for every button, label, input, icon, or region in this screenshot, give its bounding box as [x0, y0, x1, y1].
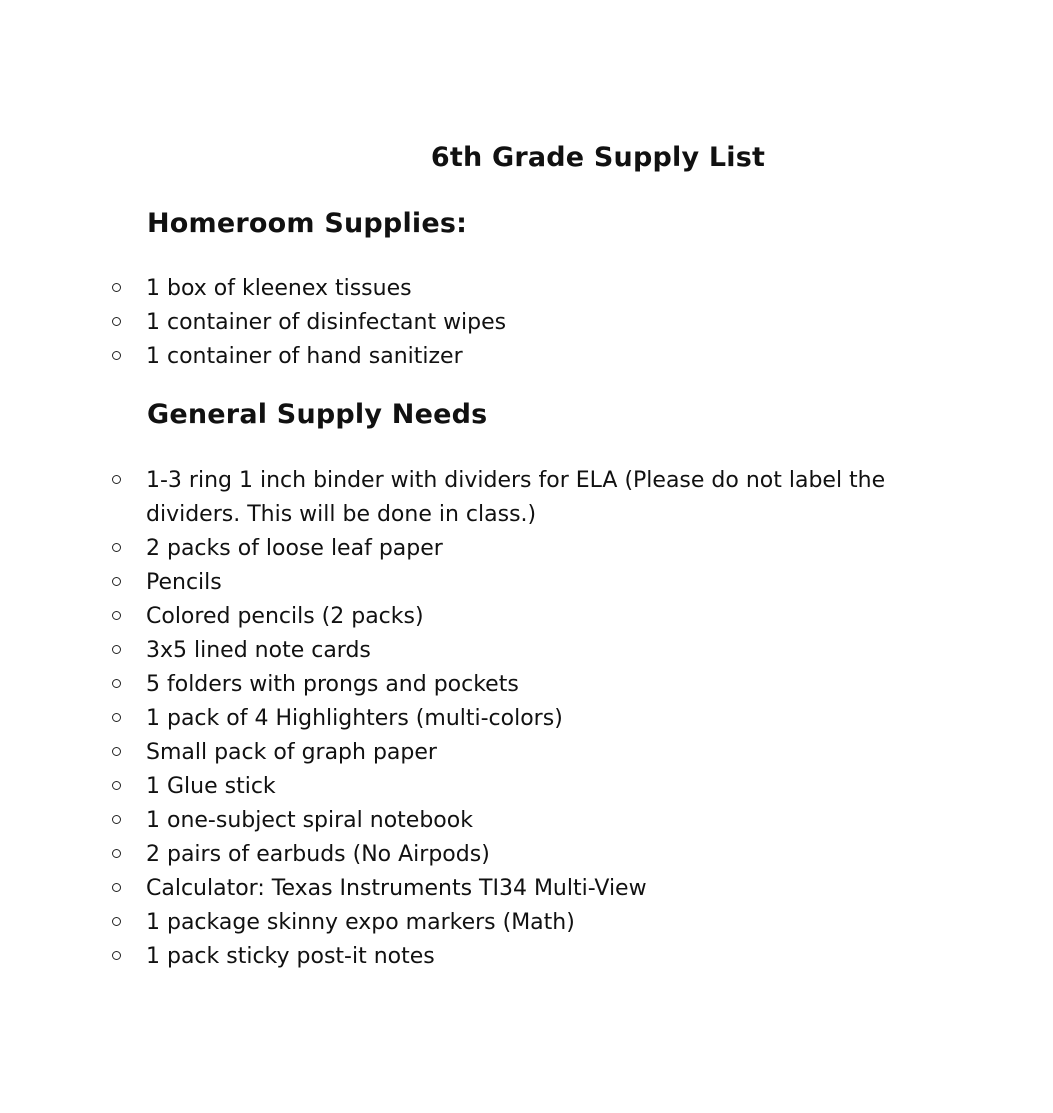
list-item [0, 532, 1053, 566]
homeroom-supplies-list [0, 272, 1053, 374]
list-item [0, 838, 1053, 872]
list-item [0, 804, 1053, 838]
list-item [0, 634, 1053, 668]
list-item-text: 1 pack of 4 Highlighters (multi-colors) [146, 706, 563, 731]
list-item-text: 1 container of hand sanitizer [146, 344, 463, 369]
circle-bullet-icon [112, 917, 121, 926]
list-item-text: 2 pairs of earbuds (No Airpods) [146, 842, 490, 867]
circle-bullet-icon [112, 713, 121, 722]
list-item [0, 736, 1053, 770]
list-item-text: 1 one-subject spiral notebook [146, 808, 473, 833]
list-item [0, 340, 1053, 374]
list-item [0, 306, 1053, 340]
circle-bullet-icon [112, 351, 121, 360]
circle-bullet-icon [112, 679, 121, 688]
list-item-text: 5 folders with prongs and pockets [146, 672, 519, 697]
list-item-text: Pencils [146, 570, 222, 595]
list-item [0, 668, 1053, 702]
circle-bullet-icon [112, 645, 121, 654]
list-item-text: 1-3 ring 1 inch binder with dividers for ELA (Please do not label the dividers. This will be done in class.) [146, 468, 886, 527]
list-item [0, 702, 1053, 736]
circle-bullet-icon [112, 577, 121, 586]
general-supply-needs-heading: General Supply Needs [147, 399, 488, 430]
circle-bullet-icon [112, 781, 121, 790]
list-item [0, 872, 1053, 906]
list-item-text: 1 package skinny expo markers (Math) [146, 910, 575, 935]
list-item [0, 566, 1053, 600]
circle-bullet-icon [112, 951, 121, 960]
list-item [0, 272, 1053, 306]
circle-bullet-icon [112, 883, 121, 892]
list-item [0, 600, 1053, 634]
circle-bullet-icon [112, 815, 121, 824]
homeroom-supplies-heading: Homeroom Supplies: [147, 208, 468, 239]
circle-bullet-icon [112, 543, 121, 552]
list-item-text: Small pack of graph paper [146, 740, 437, 765]
list-item-text: 2 packs of loose leaf paper [146, 536, 443, 561]
list-item [0, 464, 1053, 532]
list-item [0, 940, 1053, 974]
circle-bullet-icon [112, 475, 121, 484]
circle-bullet-icon [112, 747, 121, 756]
circle-bullet-icon [112, 849, 121, 858]
list-item-text: 3x5 lined note cards [146, 638, 371, 663]
list-item-text: 1 Glue stick [146, 774, 276, 799]
list-item-text: 1 box of kleenex tissues [146, 276, 412, 301]
page-title: 6th Grade Supply List [430, 142, 766, 173]
list-item-text: 1 pack sticky post-it notes [146, 944, 435, 969]
circle-bullet-icon [112, 317, 121, 326]
list-item-text: 1 container of disinfectant wipes [146, 310, 507, 335]
general-supply-list [0, 464, 1053, 974]
list-item-text: Colored pencils (2 packs) [146, 604, 424, 629]
circle-bullet-icon [112, 611, 121, 620]
list-item-text: Calculator: Texas Instruments TI34 Multi-View [146, 876, 647, 901]
list-item [0, 770, 1053, 804]
circle-bullet-icon [112, 283, 121, 292]
list-item [0, 906, 1053, 940]
